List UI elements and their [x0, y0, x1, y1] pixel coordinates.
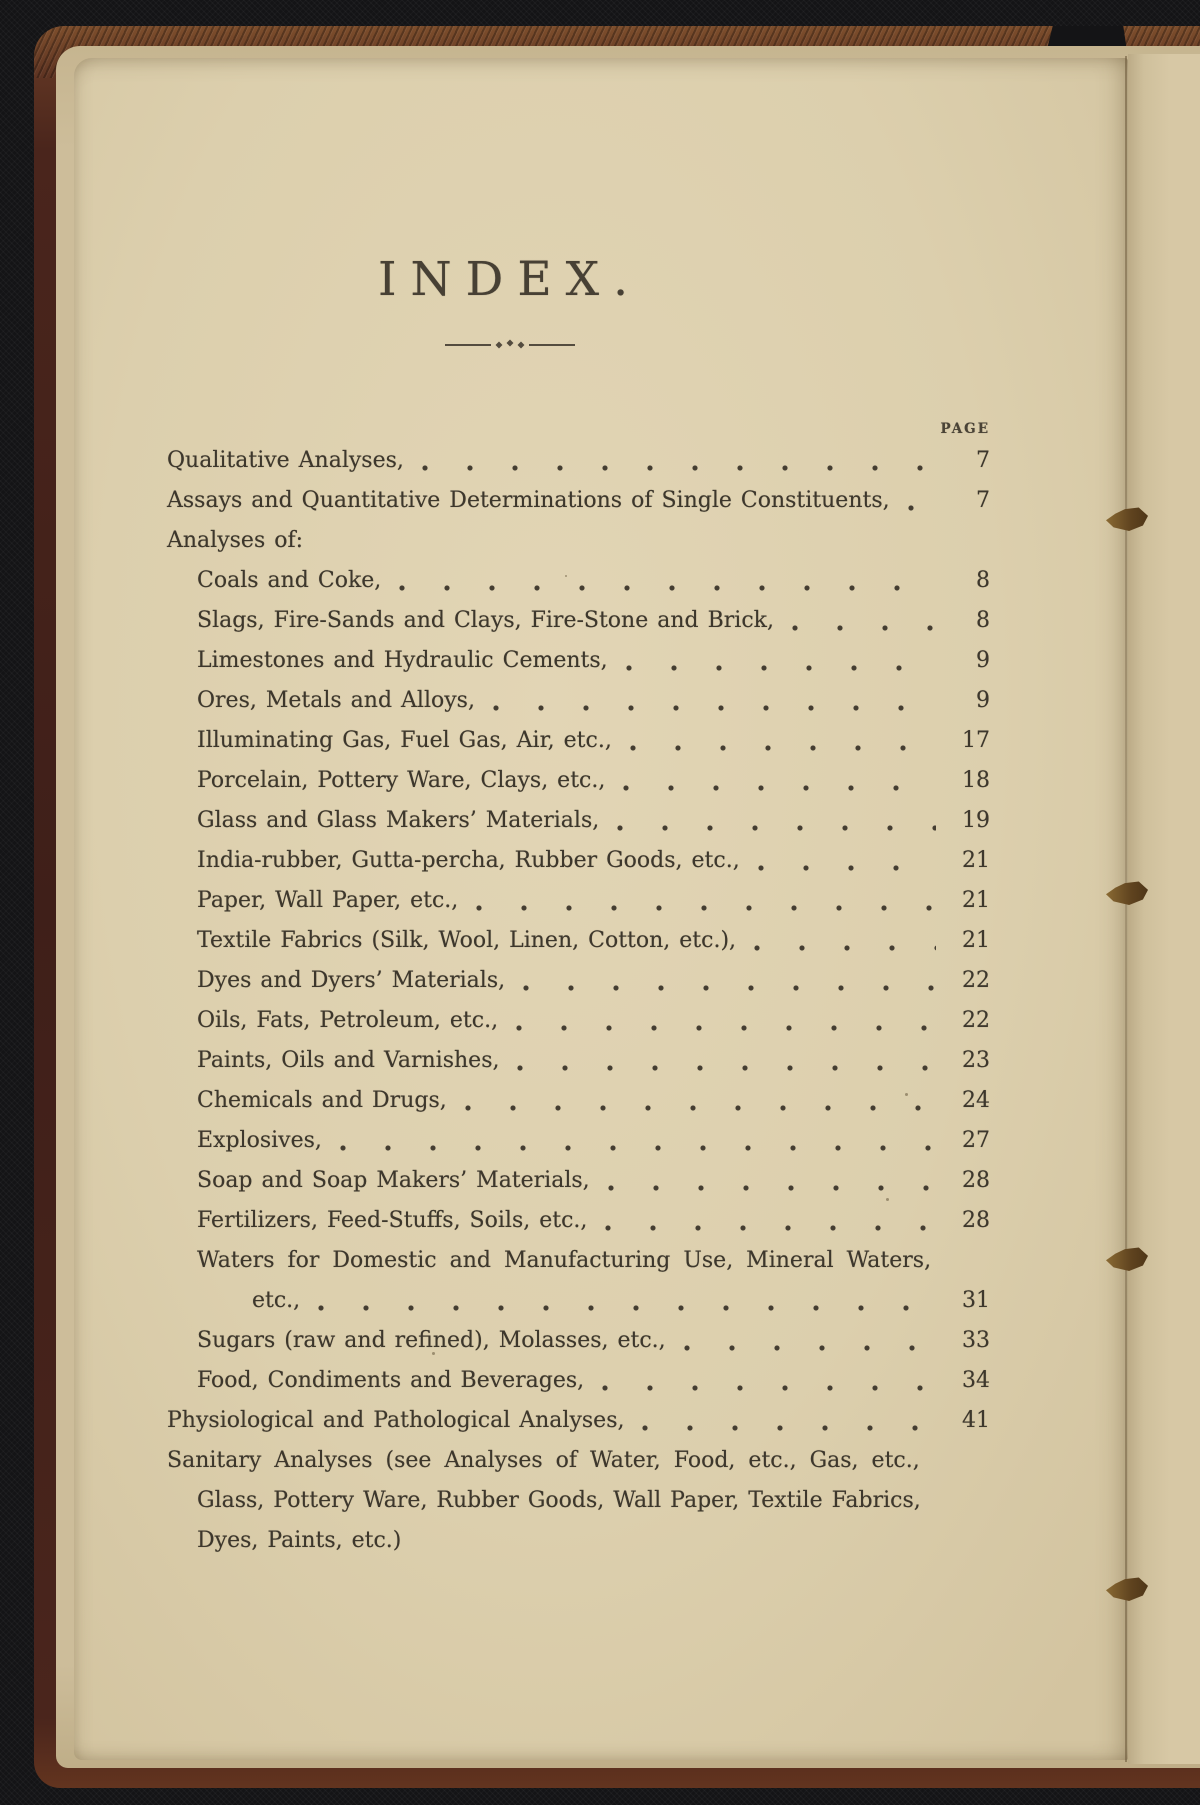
index-entry	[167, 1121, 990, 1161]
entry-label: Slags, Fire-Sands and Clays, Fire-Stone and Brick,	[197, 608, 774, 633]
entry-label: etc.,	[252, 1288, 301, 1313]
index-entry	[167, 1281, 990, 1321]
entry-page: 8	[976, 568, 990, 593]
entry-page: 17	[962, 728, 990, 753]
index-entry	[167, 1241, 990, 1281]
entry-label: Sanitary Analyses (see Analyses of Water, Food, etc., Gas, etc.,	[167, 1448, 920, 1473]
index-entry	[167, 921, 990, 961]
dot-leader	[754, 945, 936, 951]
index-entry	[167, 961, 990, 1001]
dot-leader	[517, 1065, 936, 1071]
ornament-divider	[140, 340, 880, 349]
index-entry	[167, 1481, 990, 1521]
entry-label: Dyes, Paints, etc.)	[197, 1528, 402, 1553]
page-gutter	[1125, 56, 1127, 1762]
entry-label: Glass, Pottery Ware, Rubber Goods, Wall Paper, Textile Fabrics,	[197, 1488, 921, 1513]
dot-leader	[422, 465, 936, 471]
entry-page: 31	[962, 1288, 990, 1313]
index-entry	[167, 1401, 990, 1441]
entry-label: Dyes and Dyers’ Materials,	[197, 968, 506, 993]
index-entry	[167, 761, 990, 801]
entry-page: 33	[962, 1328, 990, 1353]
entry-label: Porcelain, Pottery Ware, Clays, etc.,	[197, 768, 606, 793]
index-list	[167, 421, 990, 1561]
dot-leader	[523, 985, 936, 991]
entry-page: 41	[962, 1408, 990, 1433]
dot-leader	[318, 1305, 936, 1311]
dot-leader	[792, 625, 936, 631]
entry-page: 28	[962, 1208, 990, 1233]
dot-leader	[516, 1025, 936, 1031]
index-entry	[167, 1081, 990, 1121]
dot-leader	[399, 585, 936, 591]
index-entry	[167, 801, 990, 841]
dot-leader	[465, 1105, 936, 1111]
dot-leader	[623, 785, 936, 791]
ornament-line-right	[529, 344, 575, 346]
entry-label: Physiological and Pathological Analyses,	[167, 1408, 625, 1433]
index-entry	[167, 1041, 990, 1081]
entry-label: Qualitative Analyses,	[167, 448, 404, 473]
entry-label: Coals and Coke,	[197, 568, 382, 593]
entry-label: Chemicals and Drugs,	[197, 1088, 447, 1113]
dot-leader	[908, 505, 936, 511]
index-entry	[167, 721, 990, 761]
entry-page: 7	[976, 488, 990, 513]
ornament-line-left	[445, 344, 491, 346]
dot-leader	[476, 905, 936, 911]
dot-leader	[617, 825, 936, 831]
entry-label: Paints, Oils and Varnishes,	[197, 1048, 500, 1073]
index-entry	[167, 881, 990, 921]
entry-page: 34	[962, 1368, 990, 1393]
page-title: INDEX.	[377, 252, 643, 307]
entry-page: 8	[976, 608, 990, 633]
dot-leader	[602, 1385, 936, 1391]
dot-leader	[626, 665, 936, 671]
entry-page: 19	[962, 808, 990, 833]
entry-page: 23	[962, 1048, 990, 1073]
entry-label: Textile Fabrics (Silk, Wool, Linen, Cotton, etc.),	[197, 928, 737, 953]
dot-leader	[605, 1225, 936, 1231]
index-entry	[167, 1001, 990, 1041]
ornament-diamond	[507, 340, 514, 347]
entry-page: 21	[962, 888, 990, 913]
index-entry	[167, 1201, 990, 1241]
dot-leader	[684, 1345, 936, 1351]
dot-leader	[758, 865, 936, 871]
index-entry	[167, 1441, 990, 1481]
entry-label: Ores, Metals and Alloys,	[197, 688, 475, 713]
entry-label: Oils, Fats, Petroleum, etc.,	[197, 1008, 499, 1033]
ornament-diamond	[496, 341, 503, 348]
ornament-diamond	[518, 341, 525, 348]
dot-leader	[340, 1145, 936, 1151]
index-entry	[167, 1521, 990, 1561]
entry-label: Soap and Soap Makers’ Materials,	[197, 1168, 590, 1193]
entry-label: Assays and Quantitative Determinations of Single Constituents,	[167, 488, 890, 513]
entry-label: Explosives,	[197, 1128, 322, 1153]
index-entry	[167, 521, 990, 561]
dot-leader	[608, 1185, 936, 1191]
entry-page: 22	[962, 1008, 990, 1033]
entry-page: 18	[962, 768, 990, 793]
entry-label: Analyses of:	[167, 528, 304, 553]
entry-page: 22	[962, 968, 990, 993]
dot-leader	[493, 705, 936, 711]
entry-label: Illuminating Gas, Fuel Gas, Air, etc.,	[197, 728, 612, 753]
index-entry	[167, 441, 990, 481]
entry-page: 9	[976, 648, 990, 673]
index-entry	[167, 841, 990, 881]
entry-page: 21	[962, 928, 990, 953]
index-entry	[167, 1321, 990, 1361]
entry-label: Sugars (raw and refined), Molasses, etc.,	[197, 1328, 666, 1353]
page-column-header: PAGE	[940, 421, 990, 437]
index-entry	[167, 561, 990, 601]
dot-leader	[642, 1425, 936, 1431]
index-entry	[167, 1361, 990, 1401]
entry-label: Waters for Domestic and Manufacturing Use, Mineral Waters,	[197, 1248, 932, 1273]
entry-label: Paper, Wall Paper, etc.,	[197, 888, 459, 913]
entry-page: 27	[962, 1128, 990, 1153]
entry-page: 7	[976, 448, 990, 473]
entry-label: Fertilizers, Feed-Stuffs, Soils, etc.,	[197, 1208, 588, 1233]
dot-leader	[630, 745, 936, 751]
adjacent-page-edge	[1128, 54, 1200, 1764]
entry-label: India-rubber, Gutta-percha, Rubber Goods, etc.,	[197, 848, 740, 873]
entry-page: 9	[976, 688, 990, 713]
dot-leader	[321, 545, 936, 551]
index-entry	[167, 681, 990, 721]
entry-label: Limestones and Hydraulic Cements,	[197, 648, 608, 673]
entry-page: 21	[962, 848, 990, 873]
entry-page: 28	[962, 1168, 990, 1193]
index-entry	[167, 641, 990, 681]
index-entry	[167, 481, 990, 521]
entry-label: Food, Condiments and Beverages,	[197, 1368, 585, 1393]
dot-leader	[419, 1545, 936, 1551]
index-entry	[167, 601, 990, 641]
entry-page: 24	[962, 1088, 990, 1113]
index-entry	[167, 1161, 990, 1201]
entry-label: Glass and Glass Makers’ Materials,	[197, 808, 600, 833]
